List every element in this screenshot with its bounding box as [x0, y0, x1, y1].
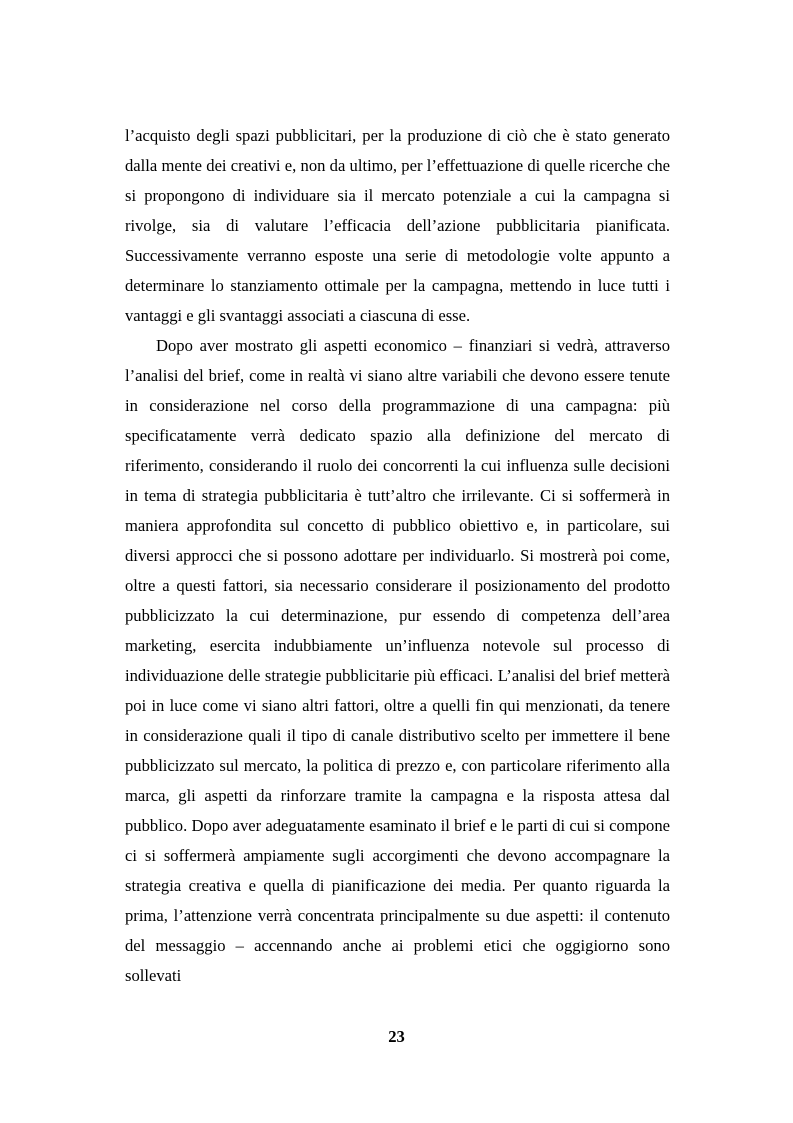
- paragraph-dopo-aver-mostrato: Dopo aver mostrato gli aspetti economico – finanziari si vedrà, attraverso l’analisi del brief, come in realtà vi siano altre variabili che devono essere tenute in considerazione nel corso della programmazione di una campagna: più specificatamente verrà dedicato spazio alla definizione del mercato di riferimento, considerando il ruolo dei concorrenti la cui influenza sulle decisioni in tema di strategia pubblicitaria è tutt’altro che irrilevante. Ci si soffermerà in maniera approfondita sul concetto di pubblico obiettivo e, in particolare, sui diversi approcci che si possono adottare per individuarlo. Si mostrerà poi come, oltre a questi fattori, sia necessario considerare il posizionamento del prodotto pubblicizzato la cui determinazione, pur essendo di competenza dell’area marketing, esercita indubbiamente un’influenza notevole sul processo di individuazione delle strategie pubblicitarie più efficaci. L’analisi del brief metterà poi in luce come vi siano altri fattori, oltre a quelli fin qui menzionati, da tenere in considerazione quali il tipo di canale distributivo scelto per immettere il bene pubblicizzato sul mercato, la politica di prezzo e, con particolare riferimento alla marca, gli aspetti da rinforzare tramite la campagna e la risposta attesa dal pubblico. Dopo aver adeguatamente esaminato il brief e le parti di cui si compone ci si soffermerà ampiamente sugli accorgimenti che devono accompagnare la strategia creativa e quella di pianificazione dei media. Per quanto riguarda la prima, l’attenzione verrà concentrata principalmente su due aspetti: il contenuto del messaggio – accennando anche ai problemi etici che oggigiorno sono sollevati: [125, 336, 670, 985]
- body-text: [125, 121, 670, 991]
- paragraph-continuation: l’acquisto degli spazi pubblicitari, per la produzione di ciò che è stato generato dalla mente dei creativi e, non da ultimo, per l’effettuazione di quelle ricerche che si propongono di individuare sia il mercato potenziale a cui la campagna si rivolge, sia di valutare l’efficacia dell’azione pubblicitaria pianificata. Successivamente verranno esposte una serie di metodologie volte appunto a determinare lo stanziamento ottimale per la campagna, mettendo in luce tutti i vantaggi e gli svantaggi associati a ciascuna di esse.: [125, 126, 670, 325]
- page-number: 23: [388, 1027, 405, 1046]
